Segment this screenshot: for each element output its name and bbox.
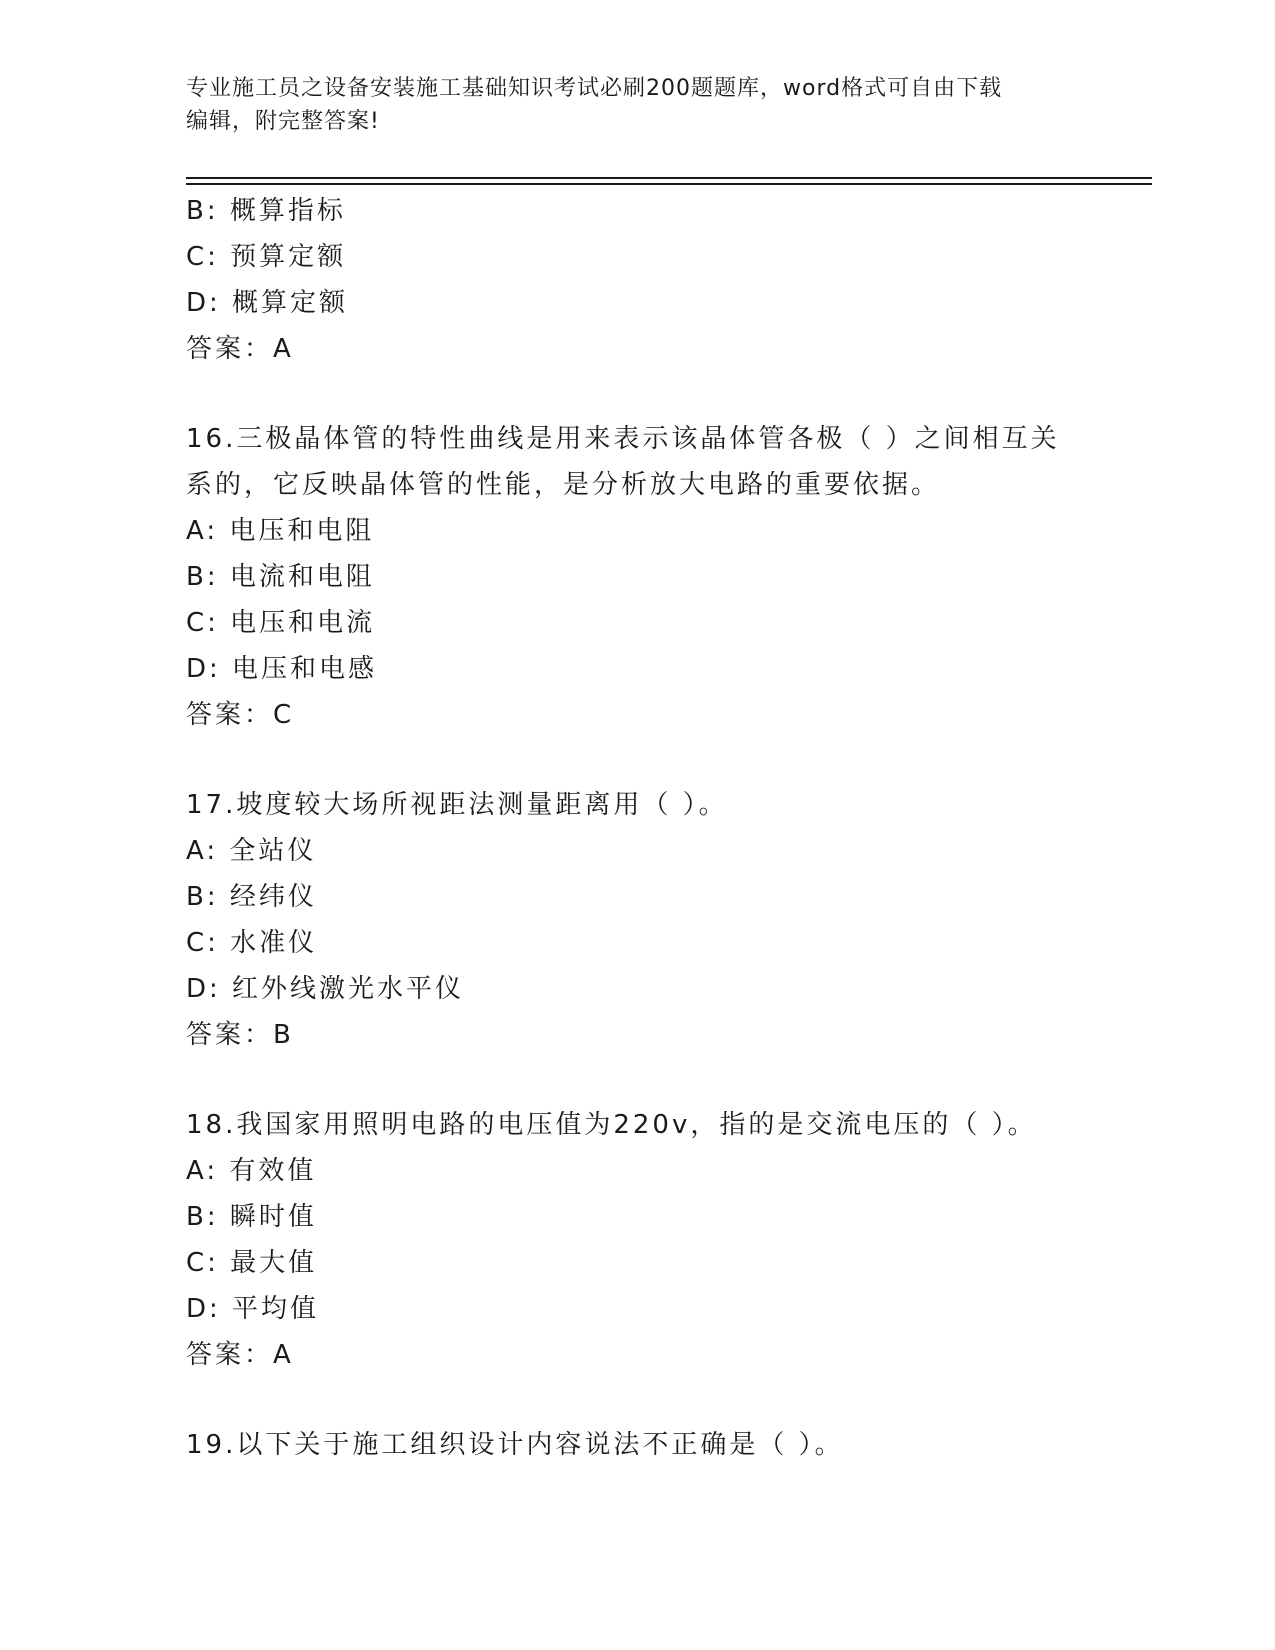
- option-c: C: 预算定额: [186, 242, 347, 272]
- answer-line: 答案：B: [186, 1020, 294, 1050]
- question-stem-line-1: 16.三极晶体管的特性曲线是用来表示该晶体管各极（ ）之间相互关: [186, 424, 1060, 454]
- spacer: [186, 1378, 1086, 1422]
- option-d: D: 平均值: [186, 1294, 320, 1324]
- header-title-line-1: 专业施工员之设备安装施工基础知识考试必刷200题题库，word格式可自由下载: [186, 76, 1003, 101]
- header-divider-top: [186, 177, 1152, 179]
- option-c: C: 电压和电流: [186, 608, 376, 638]
- header-title-line-2: 编辑，附完整答案!: [186, 109, 380, 134]
- spacer: [186, 1058, 1086, 1102]
- question-block-19: [186, 1422, 1086, 1468]
- question-block-16: [186, 416, 1086, 738]
- answer-line: 答案：A: [186, 334, 294, 364]
- document-header: [186, 72, 1066, 138]
- question-stem: 17.坡度较大场所视距法测量距离用（ ）。: [186, 790, 728, 820]
- answer-line: 答案：A: [186, 1340, 294, 1370]
- question-block-15: [186, 188, 1086, 372]
- question-stem: 19.以下关于施工组织设计内容说法不正确是（ ）。: [186, 1430, 844, 1460]
- answer-line: 答案：C: [186, 700, 295, 730]
- spacer: [186, 738, 1086, 782]
- header-divider-bottom: [186, 183, 1152, 185]
- question-stem: 18.我国家用照明电路的电压值为220v，指的是交流电压的（ ）。: [186, 1110, 1037, 1140]
- option-b: B: 电流和电阻: [186, 562, 375, 592]
- option-d: D: 概算定额: [186, 288, 349, 318]
- option-a: A: 电压和电阻: [186, 516, 375, 546]
- spacer: [186, 372, 1086, 416]
- option-d: D: 红外线激光水平仪: [186, 974, 465, 1004]
- option-c: C: 最大值: [186, 1248, 318, 1278]
- option-d: D: 电压和电感: [186, 654, 378, 684]
- question-block-17: [186, 782, 1086, 1058]
- question-stem-line-2: 系的，它反映晶体管的性能，是分析放大电路的重要依据。: [186, 470, 941, 500]
- question-block-18: [186, 1102, 1086, 1378]
- option-b: B: 经纬仪: [186, 882, 317, 912]
- question-list: [186, 188, 1086, 1468]
- option-a: A: 全站仪: [186, 836, 317, 866]
- option-b: B: 瞬时值: [186, 1202, 317, 1232]
- option-c: C: 水准仪: [186, 928, 318, 958]
- option-a: A: 有效值: [186, 1156, 317, 1186]
- option-b: B: 概算指标: [186, 196, 346, 226]
